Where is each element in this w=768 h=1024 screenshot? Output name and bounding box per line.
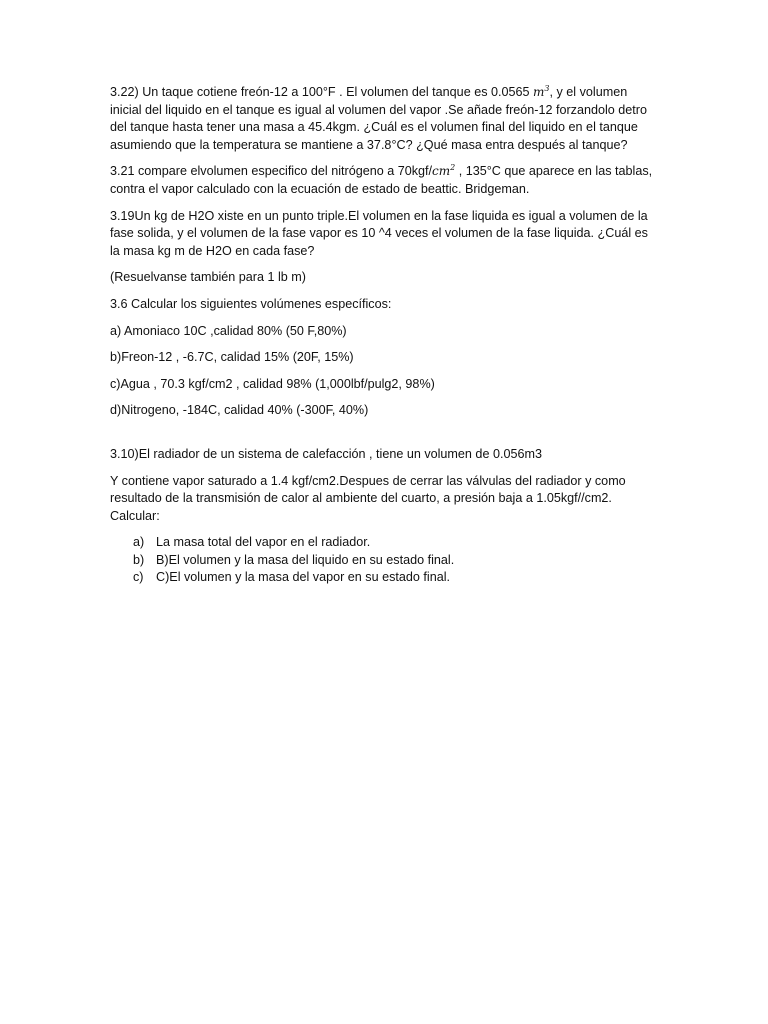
list-item-text: C)El volumen y la masa del vapor en su estado final. (156, 570, 451, 585)
list-item-text: La masa total del vapor en el radiador. (156, 535, 371, 550)
problem-3-10-list (110, 534, 656, 587)
problem-3-6-title: 3.6 Calcular los siguientes volúmenes específicos: (110, 296, 392, 311)
problem-3-22-text-end: , y el volumen inicial del liquido en el tanque es igual al volumen del vapor .Se añade freón-12 forzandolo detro del tanque hasta tener una masa a 45.4kgm. ¿Cuál es el volumen final del liquido en el tanque asumiendo que la temperatura se mantiene a 37.8°C? ¿Qué masa entra después al tanque? (110, 85, 647, 152)
list-item (110, 534, 656, 552)
problem-3-10-title: 3.10)El radiador de un sistema de calefacción , tiene un volumen de 0.056m3 (110, 446, 542, 461)
problem-3-19: 3.19Un kg de H2O xiste en un punto triple.El volumen en la fase liquida es igual a volumen de la fase solida, y el volumen de la fase vapor es 10 ^4 veces el volumen de la fase liquida. ¿Cuál es la masa kg m de H2O en cada fase? (110, 208, 648, 258)
problem-3-22 (110, 84, 656, 154)
list-item-marker: b) (133, 552, 145, 567)
square-centimeter-unit: $cm^2$ (432, 163, 456, 179)
problem-3-21-text-end: , 135°C que aparece en las tablas, contra el vapor calculado con la ecuación de estado de beattic. Bridgeman. (110, 164, 653, 196)
cubic-meter-unit: $m^3$ (533, 84, 550, 99)
problem-3-22-text-start: 3.22) Un taque cotiene freón-12 a 100°F . El volumen del tanque es 0.0565 (110, 85, 534, 99)
document-content (110, 84, 656, 587)
problem-3-6-item-b: b)Freon-12 , -6.7C, calidad 15% (20F, 15%) (110, 350, 354, 365)
resuelvanse-note: (Resuelvanse también para 1 lb m) (110, 270, 306, 285)
list-item (110, 569, 656, 587)
problem-3-6-item-a: a) Amoniaco 10C ,calidad 80% (50 F,80%) (110, 323, 347, 338)
problem-3-6-item-d: d)Nitrogeno, -184C, calidad 40% (-300F, 40%) (110, 403, 369, 418)
problem-3-6-item-c: c)Agua , 70.3 kgf/cm2 , calidad 98% (1,000lbf/pulg2, 98%) (110, 376, 435, 391)
list-item-text: B)El volumen y la masa del liquido en su estado final. (156, 552, 455, 567)
problem-3-10-body: Y contiene vapor saturado a 1.4 kgf/cm2.Despues de cerrar las válvulas del radiador y como resultado de la transmisión de calor al ambiente del cuarto, a presión baja a 1.05kgf//cm2. Calcular: (110, 473, 626, 523)
list-item-marker: c) (133, 570, 144, 585)
problem-3-21-text-start: 3.21 compare elvolumen especifico del nitrógeno a 70kgf/ (110, 164, 433, 179)
problem-3-21 (110, 163, 656, 198)
list-item-marker: a) (133, 535, 145, 550)
list-item (110, 552, 656, 570)
